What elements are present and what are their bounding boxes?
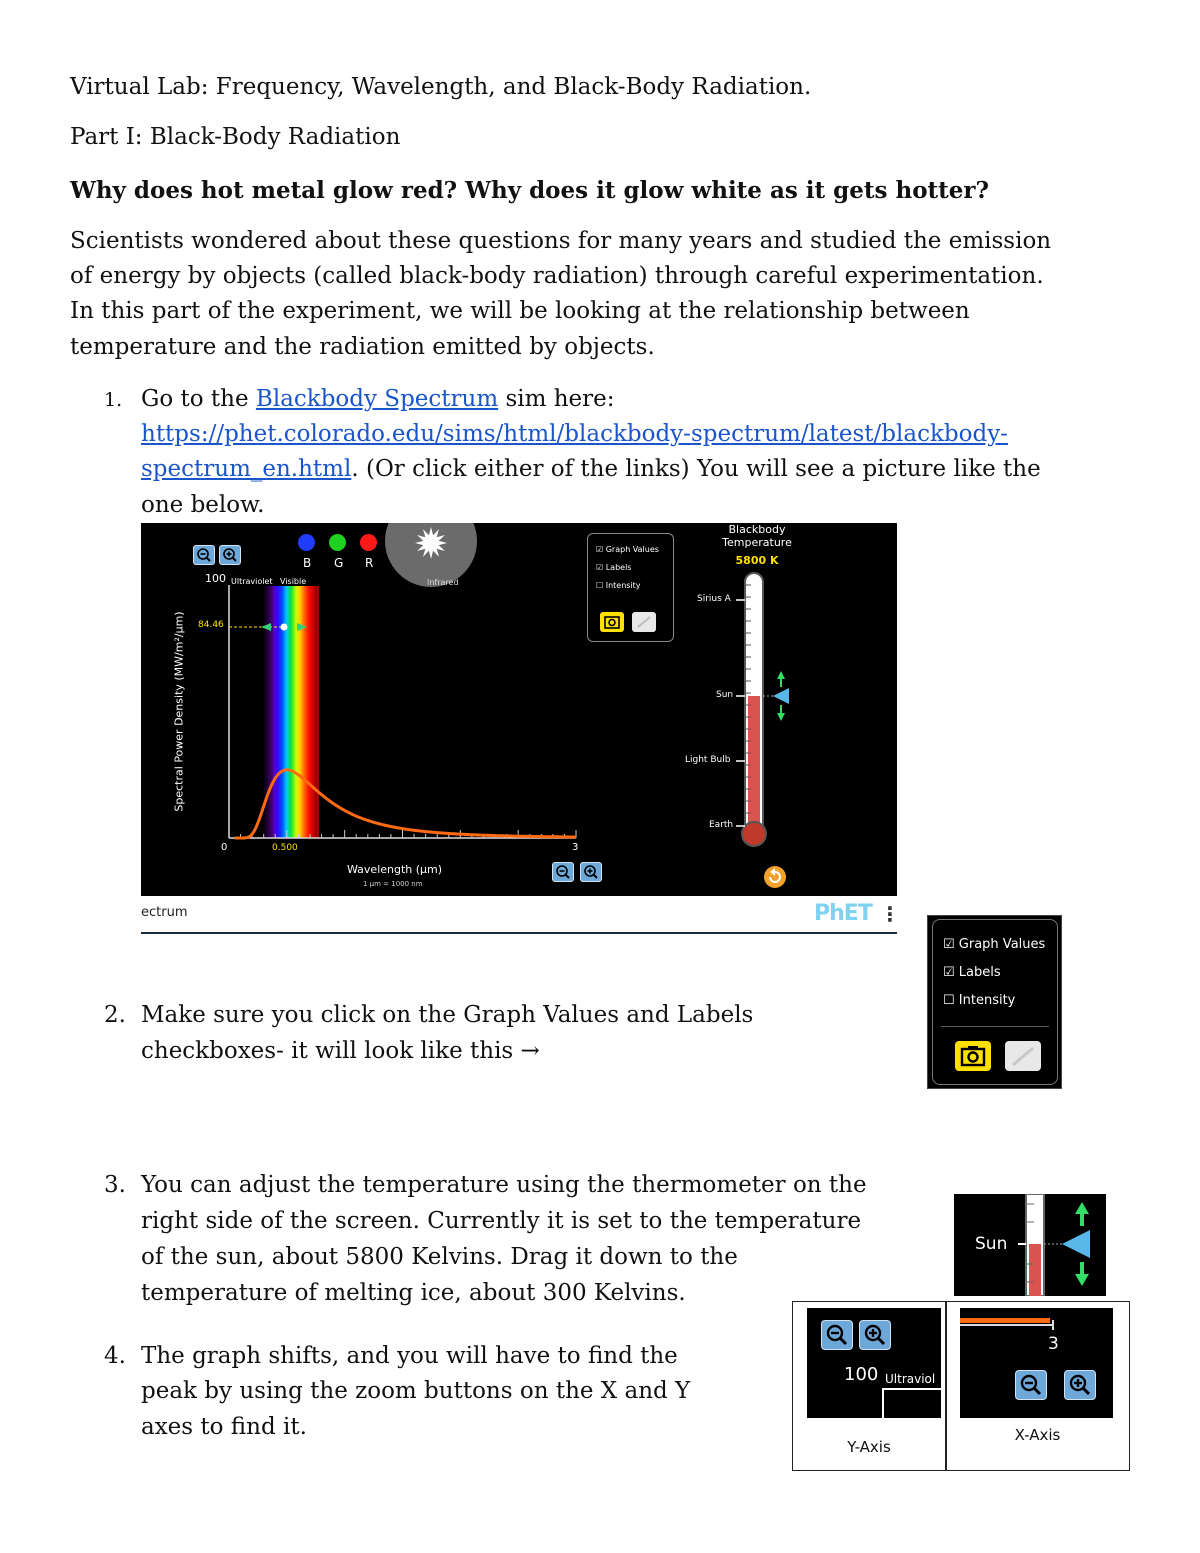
y-max-label: 100 [205, 572, 226, 585]
graph-values-label: Graph Values [605, 545, 659, 554]
x-max-label: 3 [572, 842, 579, 853]
options-panel [587, 533, 674, 642]
unit-note: 1 μm = 1000 nm [363, 880, 423, 888]
sim-footer-title: ectrum [141, 905, 188, 920]
step-number: 3. [104, 1172, 126, 1198]
zoom-out-icon [553, 863, 573, 881]
zoom-out-icon [822, 1321, 852, 1349]
blackbody-sim-screenshot [141, 523, 897, 896]
labels-checkbox[interactable]: ☑ Labels [596, 563, 632, 572]
y-zoom-out-button[interactable] [821, 1320, 853, 1350]
blackbody-spectrum-link[interactable]: Blackbody Spectrum [255, 386, 499, 412]
g-label: G [334, 556, 344, 570]
y-zoom-in-button[interactable] [219, 545, 241, 565]
x-zoom-in-button[interactable] [580, 862, 602, 882]
sim-url-link-cont[interactable]: spectrum_en.html [141, 456, 352, 482]
thermometer-callout [954, 1194, 1106, 1296]
up-arrow-icon [777, 671, 785, 679]
visible-region-label: Visible [280, 577, 307, 586]
step-text: one below. [141, 492, 265, 518]
callout-panel [932, 919, 1058, 1085]
step-text: Make sure you click on the Graph Values and Labels [141, 1002, 754, 1028]
eraser-icon [632, 612, 656, 632]
sim-url-link[interactable]: https://phet.colorado.edu/sims/html/blackbody-spectrum/latest/blackbody- [141, 421, 1008, 447]
temperature-readout: 5800 K [735, 554, 779, 567]
y-axis-zoom-image [807, 1308, 941, 1418]
document-title: Virtual Lab: Frequency, Wavelength, and Black-Body Radiation. [70, 74, 812, 100]
intensity-label: Intensity [958, 993, 1016, 1008]
step-text: . (Or click either of the links) You will see a picture like the [351, 456, 1041, 482]
step-text: right side of the screen. Currently it is set to the temperature [141, 1208, 862, 1234]
step-text: sim here: [498, 386, 615, 412]
intensity-checkbox[interactable]: ☐ Intensity [596, 581, 641, 590]
x-min-label: 0 [221, 842, 228, 853]
intro-line: Scientists wondered about these questions for many years and studied the emission [70, 228, 1052, 254]
graph-values-checkbox[interactable]: ☑ Graph Values [943, 937, 1046, 952]
sim-footer-bar [141, 896, 900, 934]
step-text: axes to find it. [141, 1414, 307, 1440]
labels-label: Labels [958, 965, 1001, 980]
down-arrow-icon [777, 713, 785, 721]
camera-icon [955, 1041, 991, 1071]
step-text: The graph shifts, and you will have to find the [141, 1343, 678, 1369]
zoom-in-icon [1065, 1371, 1095, 1399]
x-max-label: 3 [1048, 1334, 1059, 1354]
graph-values-label: Graph Values [958, 937, 1046, 952]
uv-region-label: Ultraviolet [231, 577, 273, 586]
axes-callout-table [792, 1301, 1130, 1471]
menu-icon[interactable]: ⋮ [880, 902, 900, 926]
thermometer-title [707, 523, 807, 549]
phet-logo: PhET [814, 901, 872, 926]
eraser-button[interactable] [1005, 1041, 1041, 1071]
y-axis-caption: Y-Axis [847, 1438, 891, 1456]
light-bulb-mark: Light Bulb [685, 755, 731, 765]
zoom-in-icon [581, 863, 601, 881]
step-text: checkboxes- it will look like this → [141, 1038, 540, 1064]
x-axis-title: Wavelength (μm) [347, 863, 443, 876]
sirius-a-mark: Sirius A [697, 594, 731, 604]
temperature-slider-handle [773, 688, 789, 704]
guiding-question: Why does hot metal glow red? Why does it glow white as it gets hotter? [70, 177, 990, 204]
step-number: 2. [104, 1002, 126, 1028]
red-filter-dot [360, 534, 377, 551]
eraser-icon [1005, 1041, 1041, 1071]
step-1-url-line [141, 417, 1008, 452]
peak-marker [281, 624, 288, 631]
eraser-button[interactable] [632, 612, 656, 632]
sun-mark: Sun [716, 690, 734, 700]
b-label: B [303, 556, 312, 570]
thermometer-title-line: Blackbody [728, 523, 786, 536]
thermometer-title-line: Temperature [722, 536, 792, 549]
blue-filter-dot [298, 534, 315, 551]
peak-value-label: 84.46 [198, 620, 224, 630]
checkbox-callout [927, 915, 1062, 1089]
y-axis-title: Spectral Power Density (MW/m²/μm) [172, 611, 186, 812]
x-zoom-out-button[interactable] [552, 862, 574, 882]
step-1-line-3 [141, 452, 1041, 487]
x-zoom-out-button[interactable] [1015, 1370, 1047, 1400]
camera-icon [600, 612, 624, 632]
y-max-label: 100 [844, 1364, 879, 1385]
part-heading: Part I: Black-Body Radiation [70, 124, 401, 150]
y-zoom-in-button[interactable] [859, 1320, 891, 1350]
step-text: Go to the [141, 386, 256, 412]
zoom-out-icon [1016, 1371, 1046, 1399]
thermometer-bulb [742, 822, 766, 846]
step-1-line-1 [141, 382, 615, 417]
step-number: 1. [104, 389, 123, 411]
earth-mark: Earth [709, 820, 734, 830]
thermometer-fill [748, 696, 760, 831]
sun-mark: Sun [975, 1234, 1008, 1254]
green-filter-dot [329, 534, 346, 551]
x-zoom-in-button[interactable] [1064, 1370, 1096, 1400]
zoom-in-icon [860, 1321, 890, 1349]
intensity-checkbox[interactable]: ☐ Intensity [943, 993, 1016, 1008]
step-number: 4. [104, 1343, 126, 1369]
graph-values-checkbox[interactable]: ☑ Graph Values [596, 545, 659, 554]
r-label: R [365, 556, 374, 570]
step-text: peak by using the zoom buttons on the X and Y [141, 1378, 691, 1404]
step-text: temperature of melting ice, about 300 Kelvins. [141, 1280, 686, 1306]
zoom-out-icon [194, 546, 214, 564]
labels-label: Labels [605, 563, 632, 572]
x-axis-zoom-image [960, 1308, 1113, 1418]
intro-line: In this part of the experiment, we will be looking at the relationship between [70, 298, 970, 324]
labels-checkbox[interactable]: ☑ Labels [943, 965, 1001, 980]
intro-line: temperature and the radiation emitted by objects. [70, 334, 655, 360]
intensity-label: Intensity [605, 581, 641, 590]
x-peak-label: 0.500 [272, 843, 298, 853]
camera-button[interactable] [955, 1041, 991, 1071]
intro-line: of energy by objects (called black-body radiation) through careful experimentation. [70, 263, 1044, 289]
camera-button[interactable] [600, 612, 624, 632]
zoom-in-icon [220, 546, 240, 564]
y-zoom-out-button[interactable] [193, 545, 215, 565]
step-text: of the sun, about 5800 Kelvins. Drag it down to the [141, 1244, 738, 1270]
ir-region-label: Infrared [427, 578, 459, 587]
uv-region-label: Ultraviol [885, 1372, 936, 1386]
step-text: You can adjust the temperature using the thermometer on the [141, 1172, 867, 1198]
x-axis-caption: X-Axis [1014, 1426, 1061, 1444]
